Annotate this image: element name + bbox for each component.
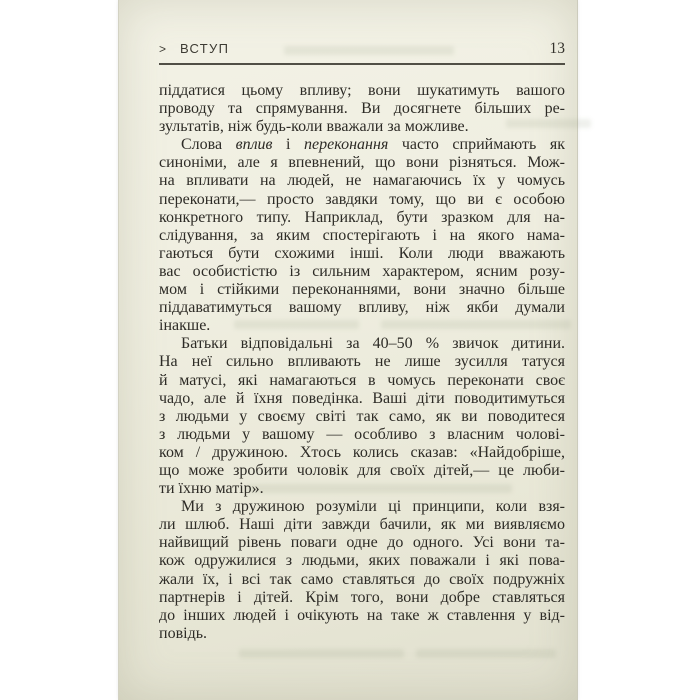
text-line: переконати,— просто завдяки тому, що ви є особою <box>159 190 565 208</box>
text-line: на впливати на людей, не намагаючись їх у чомусь <box>159 172 565 190</box>
page-header <box>159 40 565 65</box>
text-line: Ми з дружиною розуміли ці принципи, коли взя- <box>181 498 565 516</box>
text-line: синоніми, але я впевнений, що вони різняться. Мож- <box>159 154 565 172</box>
italic-term: переконання <box>304 136 389 154</box>
text-line: й матусі, які намагаються в чомусь переконати своє <box>159 371 565 389</box>
text-line: слідування, за яким спостерігають і на якого нама- <box>159 226 565 244</box>
text-line: мом і стійкими переконаннями, вони значно більше <box>159 281 565 299</box>
text-line: жали їх, і всі так само ставляться до своїх подружніх <box>159 570 565 588</box>
text-line: партнерів і дітей. Крім того, вони добре ставляться <box>159 588 565 606</box>
text-line: з людьми у вашому — особливо з власним чолові- <box>159 425 565 443</box>
text-line: Батьки відповідальні за 40–50 % звичок дитини. <box>181 335 565 353</box>
page-bleed-artifact <box>416 649 556 658</box>
text-line: піддатися цьому впливу; вони шукатимуть вашого <box>159 82 565 99</box>
text-segment: часто сприймають як <box>388 136 565 154</box>
text-line: з людьми у своєму світі так само, як ви поводитеся <box>159 407 565 425</box>
italic-term: вплив <box>235 136 273 154</box>
page-number: 13 <box>549 40 565 57</box>
text-line: повідь. <box>159 624 207 642</box>
text-line <box>159 136 565 154</box>
text-line: зультатів, ніж будь-коли вважали за можливе. <box>159 118 469 136</box>
text-line: проводу та спрямування. Ви досягнете більших ре- <box>159 100 565 118</box>
text-line: що може зробити чоловік для своїх дітей,— це люби- <box>159 461 565 479</box>
text-line: вас особистістю із сильним характером, ясним розу- <box>159 262 565 280</box>
text-line: На неї сильно впливають не лише зусилля татуся <box>159 353 565 371</box>
text-line: до інших людей і очікують на таке ж ставлення у від- <box>159 606 565 624</box>
body-text <box>159 82 565 643</box>
text-line: чадо, але й їхня поведінка. Ваші діти поводитимуться <box>159 389 565 407</box>
text-line: ли шлюб. Наші діти завжди бачили, як ми виявляємо <box>159 516 565 534</box>
section-marker: > <box>159 42 167 56</box>
paragraph <box>159 335 565 498</box>
text-segment: Слова <box>181 136 236 154</box>
text-line: конкретного типу. Наприклад, бути зразком для на- <box>159 208 565 226</box>
section-title: ВСТУП <box>180 41 230 56</box>
paragraph <box>159 136 565 335</box>
page-content <box>159 0 565 643</box>
text-line: найвищий рівень поваги одне до одного. Усі вони та- <box>159 534 565 552</box>
paragraph <box>159 82 565 136</box>
text-line: інакше. <box>159 317 211 335</box>
page-bleed-artifact <box>239 649 404 658</box>
text-line: ти їхню матір». <box>159 480 264 498</box>
paragraph <box>159 498 565 643</box>
text-line: ком / дружиною. Хтось колись сказав: «Найдобріше, <box>159 443 565 461</box>
text-line: кож одружилися з людьми, яких поважали і які пова- <box>159 552 565 570</box>
text-segment: і <box>272 136 304 154</box>
text-line: гаються бути схожими інші. Коли люди вважають <box>159 244 565 262</box>
text-line: піддаватимуться вашому впливу, ніж якби думали <box>159 299 565 317</box>
book-page <box>118 0 578 700</box>
